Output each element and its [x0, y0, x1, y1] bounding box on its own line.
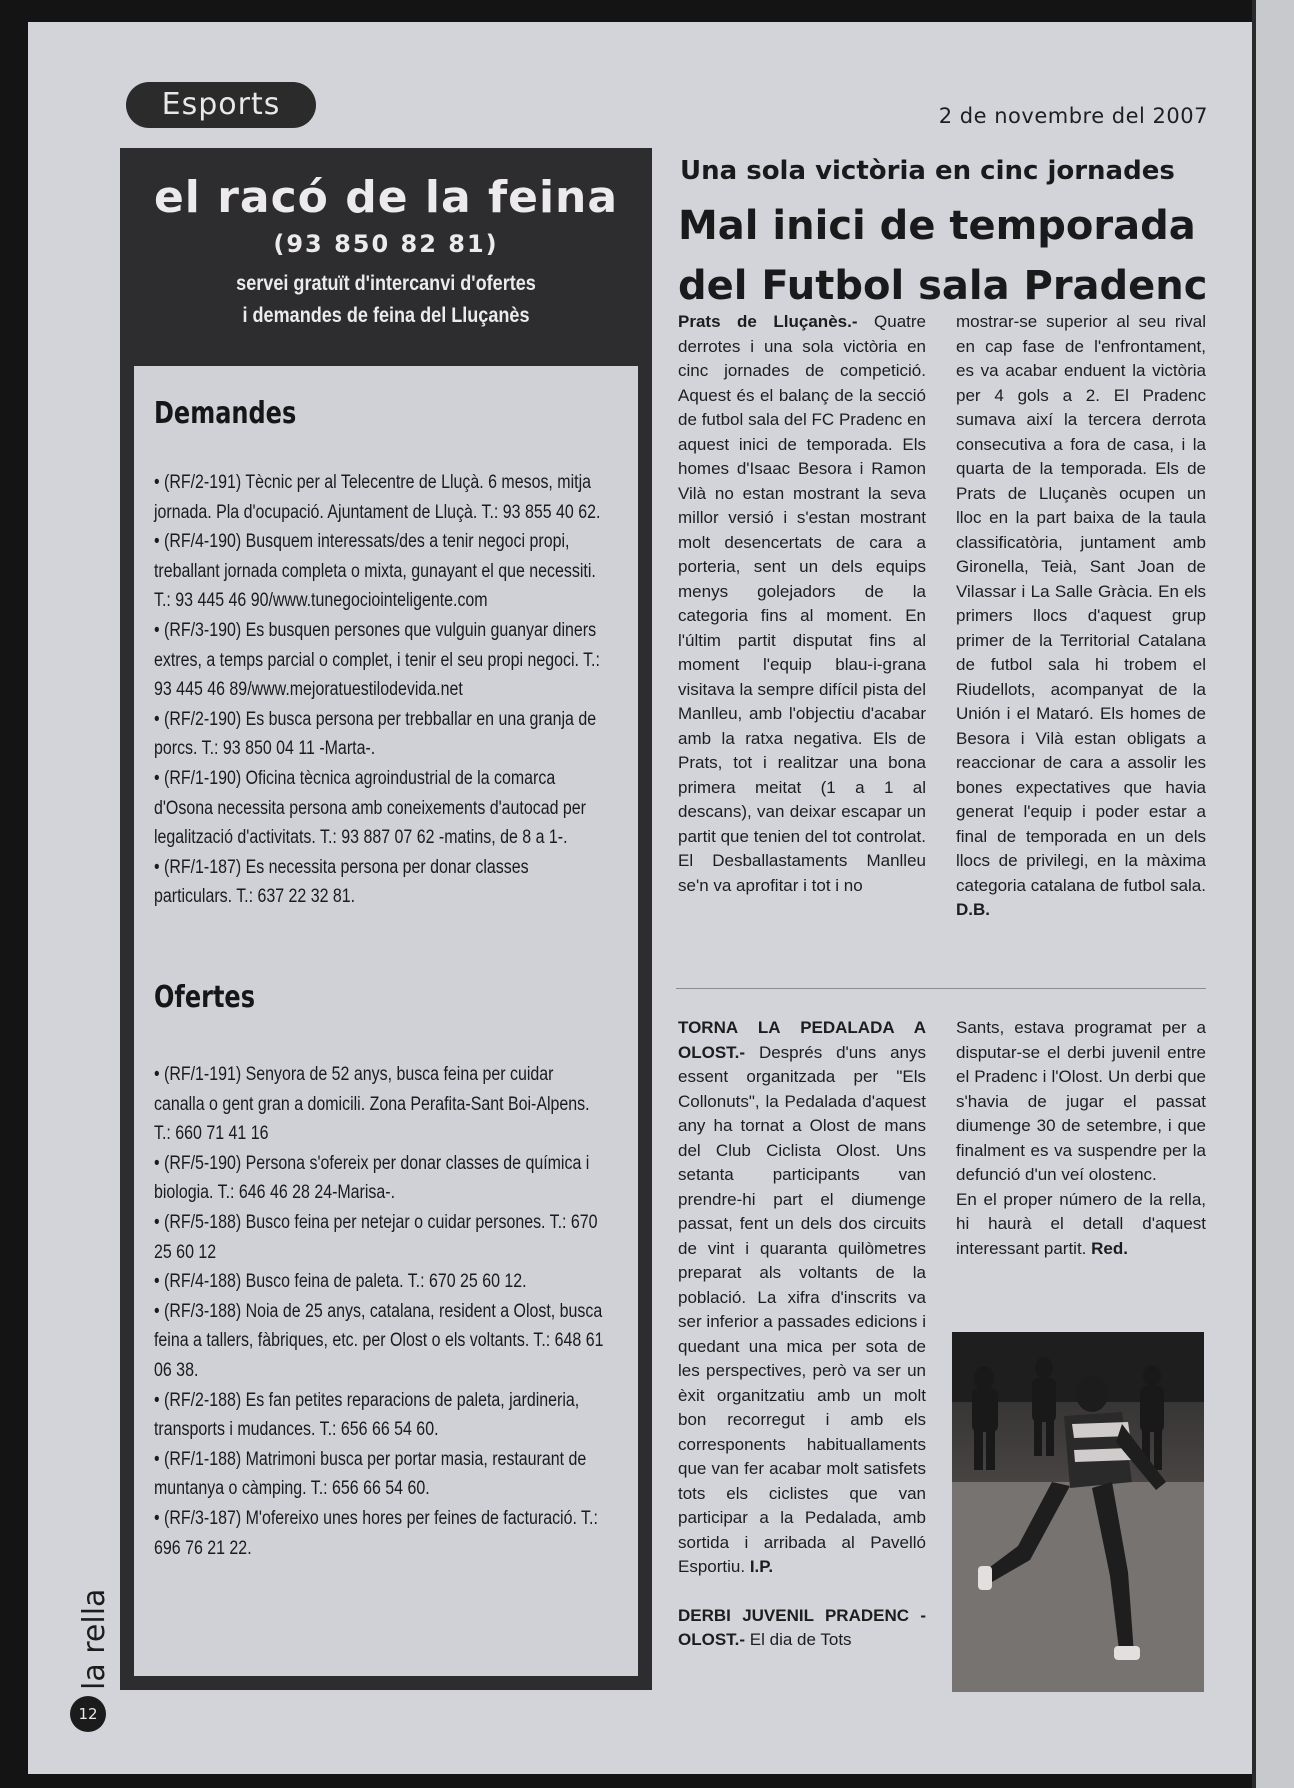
derbi-text-2: En el proper número de la rella, hi haurà el detall d'aquest interessant partit.	[956, 1189, 1206, 1258]
short-news-column-2	[956, 1016, 1206, 1261]
page-number: 12	[70, 1696, 106, 1732]
list-item: • (RF/3-190) Es busquen persones que vulguin guanyar diners extres, a temps parcial o complet, i tenir el seu propi negoci. T.: 93 445 46 89/www.mejoratuestilodevida.net	[154, 619, 600, 701]
section-divider	[676, 988, 1206, 989]
publication-name-svg	[60, 1420, 140, 1720]
list-item: • (RF/2-188) Es fan petites reparacions de paleta, jardineria, transports i mudances. T.: 656 66 54 60.	[154, 1389, 580, 1441]
article-column-1	[678, 310, 926, 898]
article-text-2: mostrar-se superior al seu rival en cap fase de l'enfrontament, es va acabar enduent la victòria per 4 gols a 2. El Pradenc sumava així la tercera derrota consecutiva a fora de casa, i la quarta de la temporada. Els de Prats de Lluçanès ocupen un lloc en la part baixa de la taula classificatòria, juntament amb Gironella, Teià, Sant Joan de Vilassar i La Salle Gràcia. En els primers llocs d'aquest grup primer de la Territorial Catalana de futbol sala hi trobem el Riudellots, acompanyat de la Unión i el Mataró. Els homes de Besora i Vilà estan obligats a reaccionar de cara a assolir les bones expectatives que havia generat l'equip i poder estar a final de temporada en un dels llocs de privilegi, en la màxima categoria catalana de futbol sala.	[956, 312, 1206, 895]
publication-name-text: la rella	[77, 1588, 112, 1690]
classifieds-panel	[134, 366, 638, 1676]
derbi-text-cont: Sants, estava programat per a disputar-se el derbi juvenil entre el Pradenc i l'Olost. Un derbi que s'havia de jugar el passat diumenge 30 de setembre, i que finalment es va suspendre per la defunció d'un veí olostenc.	[956, 1018, 1206, 1184]
raco-feina-box	[120, 148, 652, 1690]
raco-subtitle-line-1: servei gratuït d'intercanvi d'ofertes	[236, 272, 536, 295]
list-item: • (RF/1-187) Es necessita persona per donar classes particulars. T.: 637 22 32 81.	[154, 856, 529, 908]
ofertes-heading: Ofertes	[154, 980, 255, 1015]
article-column-2	[956, 310, 1206, 923]
article-signature: D.B.	[956, 900, 990, 919]
raco-title: el racó de la feina	[153, 172, 619, 223]
derbi-signature: Red.	[1091, 1238, 1128, 1258]
football-photo	[952, 1332, 1204, 1692]
list-item: • (RF/3-188) Noia de 25 anys, catalana, resident a Olost, busca feina a tallers, fàbriques, etc. per Olost o els voltants. T.: 648 61 06 38.	[154, 1300, 604, 1381]
list-item: • (RF/1-188) Matrimoni busca per portar masia, restaurant de muntanya o càmping. T.: 656 66 54 60.	[154, 1448, 587, 1500]
list-item: • (RF/1-191) Senyora de 52 anys, busca feina per cuidar canalla o gent gran a domicili. Zona Perafita-Sant Boi-Alpens. T.: 660 71 41 16	[154, 1064, 590, 1145]
section-label: Esports	[126, 82, 316, 128]
next-page-edge	[1256, 0, 1294, 1788]
publication-name	[60, 1420, 140, 1720]
pedalada-signature: I.P.	[749, 1557, 774, 1576]
list-item: • (RF/3-187) M'ofereixo unes hores per feines de facturació. T.: 696 76 21 22.	[154, 1507, 598, 1559]
football-photo-illustration	[952, 1332, 1204, 1692]
list-item: • (RF/4-190) Busquem interessats/des a tenir negoci propi, treballant jornada completa o mixta, gunayant el que necessiti. T.: 93 445 46 90/www.tunegociointeligente.com	[154, 531, 596, 612]
derbi-lead: DERBI JUVENIL PRADENC - OLOST.-	[678, 1605, 926, 1649]
list-item: • (RF/2-191) Tècnic per al Telecentre de Lluçà. 6 mesos, mitja jornada. Pla d'ocupació. Ajuntament de Lluçà. T.: 93 855 40 62.	[154, 472, 601, 523]
raco-subtitle-line-2: i demandes de feina del Lluçanès	[242, 304, 530, 327]
list-item: • (RF/5-190) Persona s'ofereix per donar classes de química i biologia. T.: 646 46 28 24-Marisa-.	[154, 1152, 590, 1204]
short-news-column-1	[678, 1016, 926, 1653]
raco-subtitle	[120, 268, 652, 332]
list-item: • (RF/5-188) Busco feina per netejar o cuidar persones. T.: 670 25 60 12	[154, 1211, 598, 1263]
article-text-1: Quatre derrotes i una sola victòria en cinc jornades de competició. Aquest és el balanç de la secció de futbol sala del FC Pradenc en aquest inici de temporada. Els homes d'Isaac Besora i Ramon Vilà no estan mostrant la seva millor versió i s'estan mostrant molt desencertats de cara a porteria, sent un dels equips menys golejadors de la categoria fins al moment. En l'últim partit disputat fins al moment l'equip blau-i-grana visitava la sempre difícil pista del Manlleu, amb l'objectiu d'acabar amb la ratxa negativa. Els de Prats, tot i realitzar una bona primera meitat (1 a 1 al descans), van deixar escapar un partit que tenien del tot controlat. El Desballastaments Manlleu se'n va aprofitar i tot i no	[678, 312, 926, 895]
article-kicker: Una sola victòria en cinc jornades	[680, 156, 1175, 186]
top-border	[0, 0, 1294, 20]
raco-phone: (93 850 82 81)	[273, 230, 499, 258]
pedalada-lead: TORNA LA PEDALADA A OLOST.-	[678, 1018, 926, 1062]
pedalada-text: Després d'uns anys essent organitzada per "Els Collonuts", la Pedalada d'aquest any ha tornat a Olost de mans del Club Ciclista Olost. Uns setanta participants van prendre-hi part el diumenge passat, fent un dels dos circuits de vint i quaranta quilòmetres preparat als voltants de la població. La xifra d'inscrits va ser inferior a passades edicions i quedant una mica per sota de les perspectives, però va ser un èxit organitzatiu amb un molt bon recorregut i amb els corresponents habituallaments que van fer acabar molt satisfets tots els ciclistes que van participar a la Pedalada, amb sortida i arribada al Pavelló Esportiu.	[678, 1042, 926, 1576]
derbi-text-start: El dia de Tots	[749, 1630, 852, 1649]
list-item: • (RF/1-190) Oficina tècnica agroindustrial de la comarca d'Osona necessita persona amb coneixements d'autocad per legalització d'activitats. T.: 93 887 07 62 -matins, de 8 a 1-.	[154, 767, 586, 849]
demandes-list	[154, 468, 608, 912]
article-headline: Mal inici de temporada del Futbol sala Pradenc	[678, 203, 1208, 309]
article-dateline: Prats de Lluçanès.-	[678, 312, 858, 331]
list-item: • (RF/4-188) Busco feina de paleta. T.: 670 25 60 12.	[154, 1271, 527, 1293]
ofertes-list	[154, 1060, 608, 1563]
list-item: • (RF/2-190) Es busca persona per trebballar en una granja de porcs. T.: 93 850 04 11 -Marta-.	[154, 708, 597, 760]
issue-date: 2 de novembre del 2007	[938, 104, 1208, 128]
demandes-heading: Demandes	[154, 396, 297, 431]
